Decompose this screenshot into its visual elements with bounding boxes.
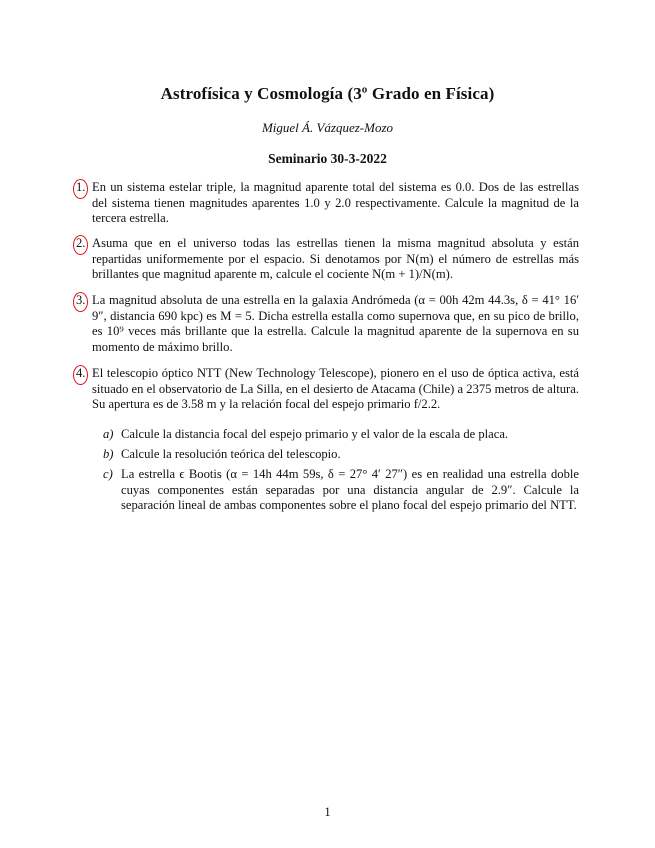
problem-number-4: 4. bbox=[76, 366, 86, 380]
seminar-heading: Seminario 30-3-2022 bbox=[268, 151, 387, 166]
page-number: 1 bbox=[324, 805, 331, 819]
subitem-label-c: c) bbox=[103, 467, 113, 481]
subitem-label-b: b) bbox=[103, 447, 114, 461]
subitem-text-b: Calcule la resolución teórica del telescopio. bbox=[121, 447, 341, 461]
problem-number-3: 3. bbox=[76, 293, 86, 307]
subitem-text-a: Calcule la distancia focal del espejo primario y el valor de la escala de placa. bbox=[121, 427, 509, 441]
author-name: Miguel Á. Vázquez-Mozo bbox=[261, 120, 394, 135]
problem-text-3: La magnitud absoluta de una estrella en la galaxia Andrómeda (α = 00h 42m 44.3s, δ = 41° 16′ 9″, distancia 690 kpc) es M = 5. Dicha estrella estalla como supernova que, en su pico de brillo, es 10⁹ veces más brillante que la estrella. Calcule la magnitud aparente de la supernova en su momento de máximo brillo. bbox=[92, 293, 579, 354]
problem-text-2: Asuma que en el universo todas las estrellas tienen la misma magnitud absoluta y están repartidas uniformemente por el espacio. Si denotamos por N(m) el número de estrellas más brillantes que magnitud aparente m, calcule el cociente N(m + 1)/N(m). bbox=[92, 236, 579, 281]
subitem-text-c: La estrella ϵ Bootis (α = 14h 44m 59s, δ = 27° 4′ 27″) es en realidad una estrella doble cuyas componentes están separadas por una distancia angular de 2.9″. Calcule la separación lineal de ambas componentes sobre el plano focal del espejo primario del NTT. bbox=[121, 467, 579, 512]
problem-text-4: El telescopio óptico NTT (New Technology Telescope), pionero en el uso de óptica activa, está situado en el observatorio de La Silla, en el desierto de Atacama (Chile) a 2375 metros de altura. Su apertura es de 3.58 m y la relación focal del espejo primario f/2.2. bbox=[92, 366, 579, 411]
subitem-label-a: a) bbox=[103, 427, 114, 441]
problem-text-1: En un sistema estelar triple, la magnitud aparente total del sistema es 0.0. Dos de las estrellas del sistema tienen magnitudes aparentes 1.0 y 2.0 respectivamente. Calcule la magnitud de la tercera estrella. bbox=[92, 180, 579, 225]
document-title: Astrofísica y Cosmología (3º Grado en Física) bbox=[160, 84, 495, 103]
problem-number-2: 2. bbox=[76, 236, 86, 250]
problem-number-1: 1. bbox=[76, 180, 86, 194]
